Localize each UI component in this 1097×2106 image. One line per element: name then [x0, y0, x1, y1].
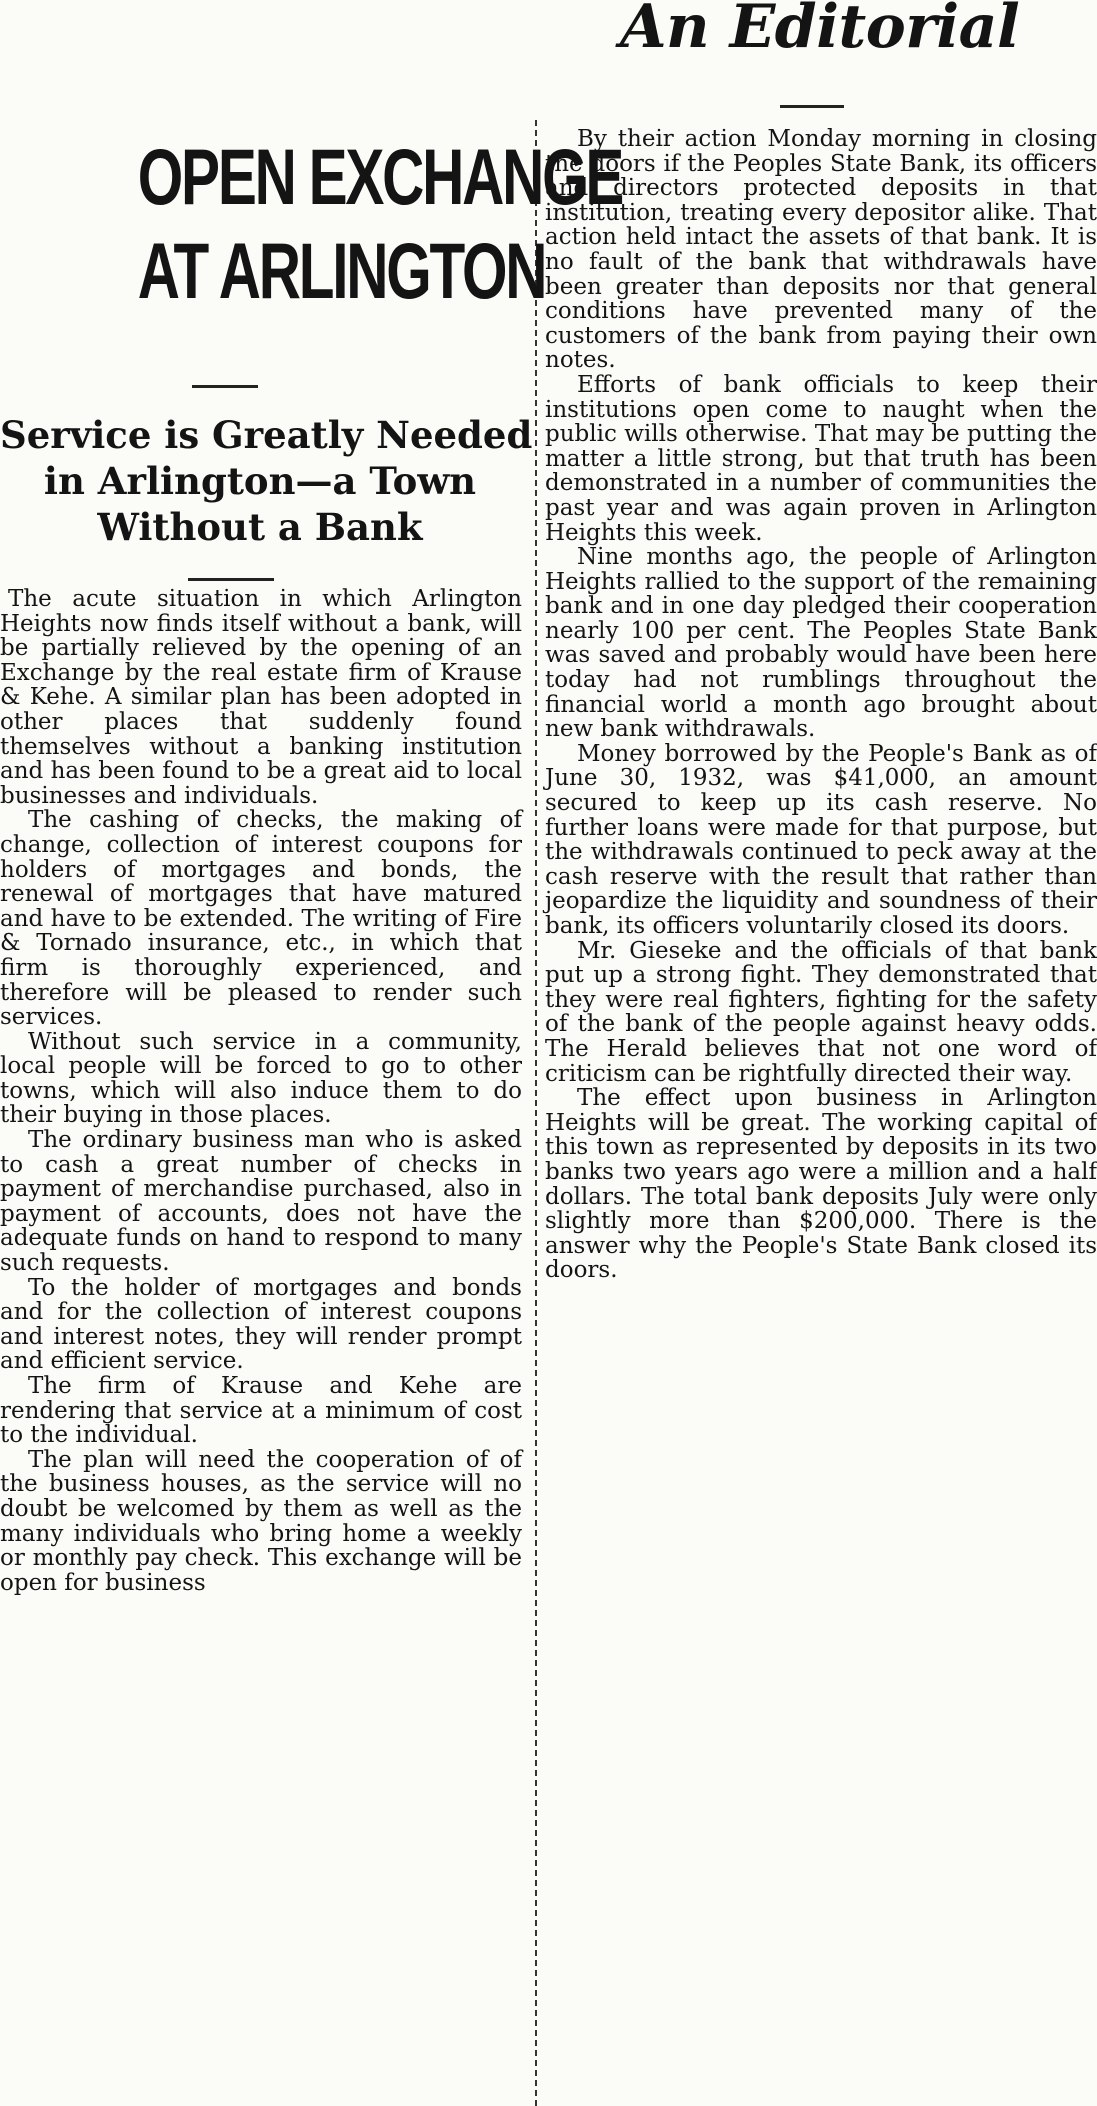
- story-paragraph: Without such service in a community, local people will be forced to go to other towns, which will also induce them to do their buying in those places.: [0, 1028, 522, 1129]
- story-paragraph: The acute situation in which Arlington Heights now finds itself without a bank, will be partially relieved by the opening of an Exchange by the real estate firm of Krause & Kehe. A similar plan has been adopted in other places that suddenly found themselves without a banking institution and has been found to be a great aid to local businesses and individuals.: [0, 586, 522, 809]
- subhead-line-1: Service is Greatly Needed: [0, 413, 533, 457]
- editorial-paragraph: Money borrowed by the People's Bank as of June 30, 1932, was $41,000, an amount secured to keep up its cash reserve. No further loans were made for that purpose, but the withdrawals continued to peck away at the cash reserve with the result that rather than jeopardize the liquidity and soundness of their bank, its officers voluntarily closed its doors.: [545, 740, 1097, 939]
- story-paragraph: The ordinary business man who is asked to cash a great number of checks in payment of merchandise purchased, also in payment of accounts, does not have the adequate funds on hand to respond to many such requests.: [0, 1127, 522, 1277]
- story-paragraph: The firm of Krause and Kehe are rendering that service at a minimum of cost to the individual.: [0, 1373, 522, 1449]
- story-paragraph: To the holder of mortgages and bonds and for the collection of interest coupons and interest notes, they will render prompt and efficient service.: [0, 1274, 522, 1375]
- story-paragraph: The plan will need the cooperation of of the business houses, as the service will no doubt be welcomed by them as well as the many individuals who bring home a weekly or monthly pay check. This exchange will be open for business: [0, 1446, 522, 1596]
- headline-line-2: AT ARLINGTON: [137, 226, 546, 315]
- editorial-paragraph: Nine months ago, the people of Arlington Heights rallied to the support of the remaining bank and in one day pledged their cooperation nearly 100 per cent. The Peoples State Bank was saved and probably would have been here today had not rumblings throughout the financial world a month ago brought about new bank withdrawals.: [545, 544, 1097, 743]
- editorial-paragraph: Mr. Gieseke and the officials of that bank put up a strong fight. They demonstrated that they were real fighters, fighting for the safety of the bank of the people against heavy odds. The Herald believes that not one word of criticism can be rightfully directed their way.: [545, 937, 1097, 1087]
- subhead-line-3: Without a Bank: [97, 505, 423, 549]
- story-subhead: [0, 412, 533, 550]
- editorial-heading-rule: [780, 105, 844, 108]
- editorial-heading: An Editorial: [620, 0, 1020, 62]
- subhead-line-2: in Arlington—a Town: [43, 459, 477, 503]
- editorial-paragraph: Efforts of bank officials to keep their institutions open come to naught when the public wills otherwise. That may be putting the matter a little strong, but that truth has been demonstrated in a number of communities the past year and was again proven in Arlington Heights this week.: [545, 371, 1097, 546]
- headline-rule: [192, 385, 258, 388]
- column-divider: [535, 120, 537, 2106]
- editorial-paragraph: The effect upon business in Arlington Heights will be great. The working capital of this town as represented by deposits in its two banks two years ago were a million and a half dollars. The total bank deposits July were only slightly more than $200,000. There is the answer why the People's State Bank closed its doors.: [545, 1085, 1097, 1284]
- editorial-body: [545, 127, 1097, 1283]
- story-headline: [137, 130, 623, 318]
- editorial-paragraph: By their action Monday morning in closing the doors if the Peoples State Bank, its officers and directors protected deposits in that institution, treating every depositor alike. That action held intact the assets of that bank. It is no fault of the bank that withdrawals have been greater than deposits nor that general conditions have prevented many of the customers of the bank from paying their own notes.: [545, 126, 1097, 374]
- subhead-rule: [188, 578, 274, 581]
- headline-line-1: OPEN EXCHANGE: [137, 132, 623, 221]
- story-body: [0, 587, 522, 1595]
- story-paragraph: The cashing of checks, the making of change, collection of interest coupons for holders of mortgages and bonds, the renewal of mortgages that have matured and have to be extended. The writing of Fire & Tornado insurance, etc., in which that firm is thoroughly experienced, and therefore will be pleased to render such services.: [0, 807, 522, 1031]
